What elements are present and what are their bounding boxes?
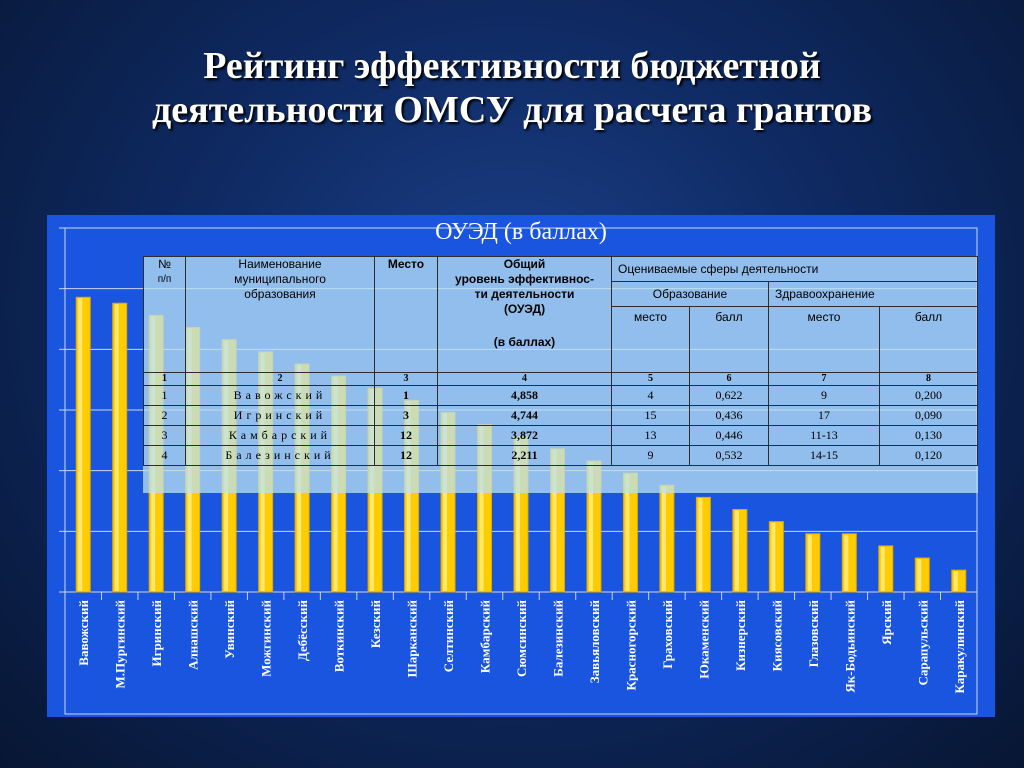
row-total: 4,858 xyxy=(438,386,612,406)
header-health: Здравоохранение xyxy=(769,282,978,307)
header-education: Образование xyxy=(612,282,769,307)
row-total: 3,872 xyxy=(438,426,612,446)
category-label: Як-Бодьинский xyxy=(842,600,858,693)
category-label: Балезинский xyxy=(550,600,566,677)
row-name: Игринский xyxy=(186,406,375,426)
row-place: 12 xyxy=(375,446,438,466)
row-edu-place: 9 xyxy=(612,446,690,466)
column-number: 4 xyxy=(438,373,612,386)
bar-highlight xyxy=(917,559,921,591)
header-total-line: (ОУЭД) xyxy=(503,302,546,316)
row-edu-score: 0,622 xyxy=(690,386,769,406)
slide-title xyxy=(0,44,1024,132)
column-number: 3 xyxy=(375,373,438,386)
category-label: Завьяловский xyxy=(586,600,602,684)
table-row xyxy=(144,426,978,446)
row-total: 4,744 xyxy=(438,406,612,426)
row-health-place: 11-13 xyxy=(769,426,880,446)
header-number xyxy=(144,257,186,373)
row-edu-place: 15 xyxy=(612,406,690,426)
table-row xyxy=(144,446,978,466)
bar-highlight xyxy=(844,535,848,591)
column-number: 7 xyxy=(769,373,880,386)
row-place: 12 xyxy=(375,426,438,446)
bar-highlight xyxy=(771,523,775,591)
category-label: Каракулинский xyxy=(951,600,967,694)
row-number: 2 xyxy=(144,406,186,426)
header-edu-score: балл xyxy=(690,307,769,373)
row-edu-score: 0,446 xyxy=(690,426,769,446)
column-number: 2 xyxy=(186,373,375,386)
category-label: Сарапульский xyxy=(915,600,931,686)
row-number: 1 xyxy=(144,386,186,406)
header-total-line: уровень эффективнос- xyxy=(455,272,594,286)
row-edu-place: 4 xyxy=(612,386,690,406)
category-label: Кезский xyxy=(368,600,384,649)
row-place: 1 xyxy=(375,386,438,406)
category-label: Ярский xyxy=(878,600,894,645)
category-label: Вавожский xyxy=(76,600,92,666)
row-health-place: 14-15 xyxy=(769,446,880,466)
row-health-score: 0,130 xyxy=(880,426,978,446)
bar-highlight xyxy=(808,535,812,591)
header-name-line: Наименование xyxy=(238,257,322,271)
header-number-line: п/п xyxy=(157,274,172,285)
table-row xyxy=(144,406,978,426)
category-label: Сюмсинский xyxy=(514,600,529,677)
slide-title-line-1: Рейтинг эффективности бюджетной xyxy=(203,45,821,87)
bar-highlight xyxy=(662,486,666,591)
header-health-place: место xyxy=(769,307,880,373)
category-label: Граховский xyxy=(659,600,675,669)
bar-highlight xyxy=(735,510,739,591)
table-row xyxy=(144,386,978,406)
column-number: 6 xyxy=(690,373,769,386)
row-edu-place: 13 xyxy=(612,426,690,446)
bar-highlight xyxy=(881,547,885,591)
category-label: М.Пургинский xyxy=(112,600,128,689)
column-number: 8 xyxy=(880,373,978,386)
header-name xyxy=(186,257,375,373)
row-edu-score: 0,532 xyxy=(690,446,769,466)
header-name-line: муниципального xyxy=(234,272,326,286)
header-name-line: образования xyxy=(244,287,316,301)
row-number: 3 xyxy=(144,426,186,446)
header-total-line: Общий xyxy=(503,257,546,271)
category-label: Камбарский xyxy=(477,600,493,674)
header-place: Место xyxy=(375,257,438,373)
column-number: 5 xyxy=(612,373,690,386)
category-label: Воткинский xyxy=(331,600,347,673)
row-name: Камбарский xyxy=(186,426,375,446)
header-total-line: ти деятельности xyxy=(474,287,575,301)
row-name: Балезинский xyxy=(186,446,375,466)
category-label: Кизнерский xyxy=(732,600,748,671)
row-health-score: 0,120 xyxy=(880,446,978,466)
category-label: Можгинский xyxy=(258,600,274,677)
category-label: Красногорский xyxy=(623,600,639,691)
category-label: Дебёсский xyxy=(295,600,311,662)
row-name: Вавожский xyxy=(186,386,375,406)
row-health-place: 9 xyxy=(769,386,880,406)
row-health-score: 0,090 xyxy=(880,406,978,426)
category-label: Увинский xyxy=(222,600,238,659)
bar-highlight xyxy=(954,571,958,591)
header-health-score: балл xyxy=(880,307,978,373)
bar-highlight xyxy=(698,498,702,591)
bar-highlight xyxy=(78,298,82,591)
category-label: Глазовский xyxy=(805,600,821,668)
header-number-line: № xyxy=(158,257,171,271)
header-total xyxy=(438,257,612,373)
chart-title: ОУЭД (в баллах) xyxy=(435,219,607,245)
category-label: Селтинский xyxy=(441,600,457,673)
row-edu-score: 0,436 xyxy=(690,406,769,426)
category-label: Шарканский xyxy=(404,600,420,678)
row-health-score: 0,200 xyxy=(880,386,978,406)
category-label: Игринский xyxy=(149,600,165,667)
column-number-row xyxy=(144,373,978,386)
category-label: Алнашский xyxy=(185,600,201,670)
row-total: 2,211 xyxy=(438,446,612,466)
category-label: Кияcовский xyxy=(769,600,785,672)
column-number: 1 xyxy=(144,373,186,386)
header-total-line: (в баллах) xyxy=(493,335,556,349)
row-place: 3 xyxy=(375,406,438,426)
header-row-1 xyxy=(144,257,978,282)
row-health-place: 17 xyxy=(769,406,880,426)
rating-table xyxy=(143,256,978,466)
header-edu-place: место xyxy=(612,307,690,373)
category-label: Юкаменский xyxy=(696,600,712,679)
bar-highlight xyxy=(115,304,119,591)
header-spheres: Оцениваемые сферы деятельности xyxy=(612,257,978,282)
row-number: 4 xyxy=(144,446,186,466)
slide-title-line-2: деятельности ОМСУ для расчета грантов xyxy=(152,89,872,131)
